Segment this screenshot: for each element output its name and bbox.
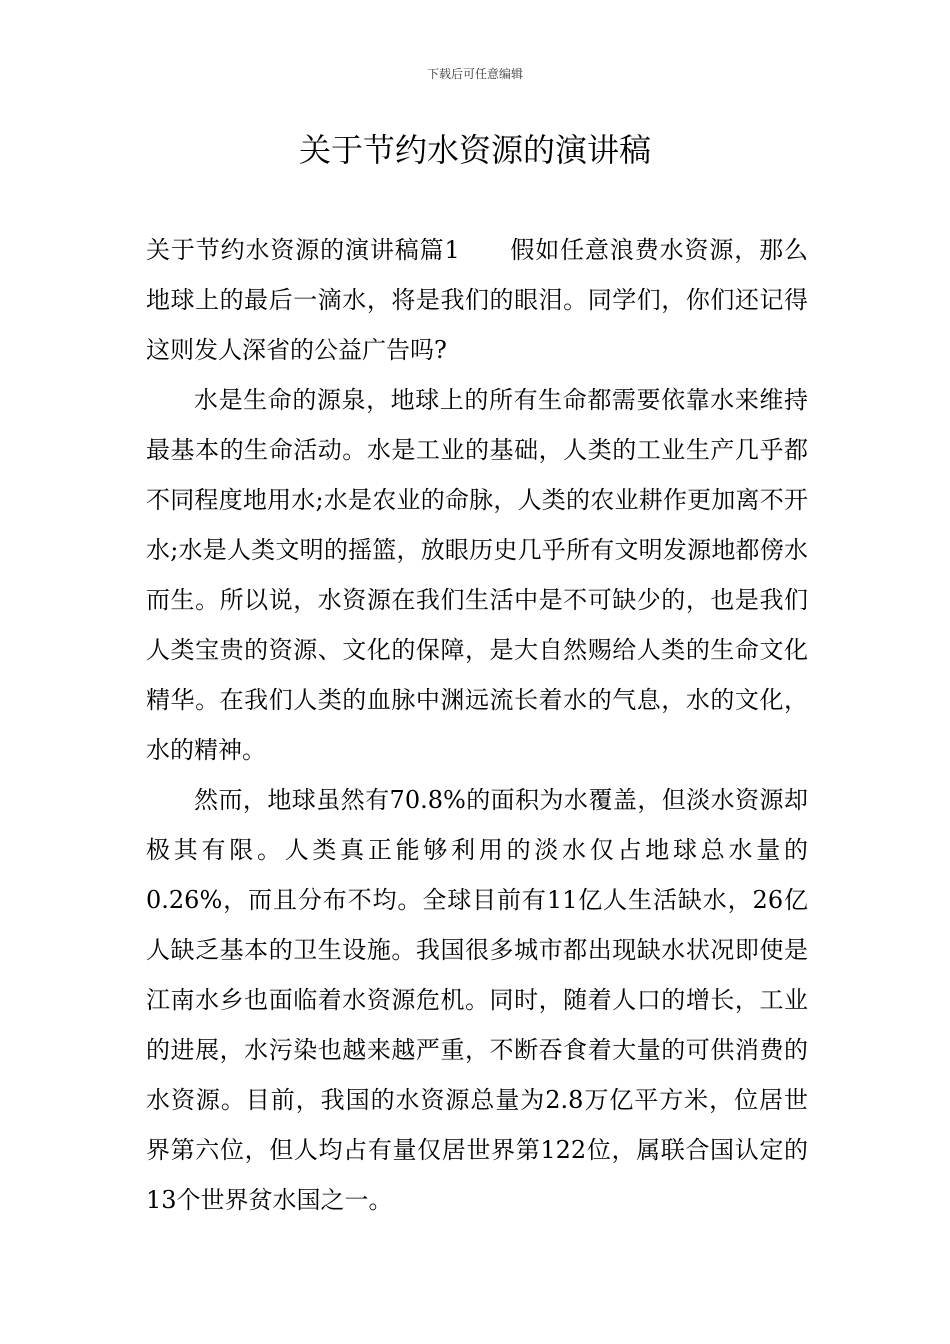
paragraph-2: 水是生命的源泉，地球上的所有生命都需要依靠水来维持最基本的生命活动。水是工业的基础，人类的工业生产几乎都不同程度地用水;水是农业的命脉，人类的农业耕作更加离不开水;水是人类文明的摇篮，放眼历史几乎所有文明发源地都傍水而生。所以说，水资源在我们生活中是不可缺少的，也是我们人类宝贵的资源、文化的保障，是大自然赐给人类的生命文化精华。在我们人类的血脉中渊远流长着水的气息，水的文化，水的精神。 <box>146 386 808 764</box>
document-body <box>146 225 808 1225</box>
paragraph-3: 然而，地球虽然有70.8%的面积为水覆盖，但淡水资源却极其有限。人类真正能够利用的淡水仅占地球总水量的0.26%，而且分布不均。全球目前有11亿人生活缺水，26亿人缺乏基本的卫生设施。我国很多城市都出现缺水状况即使是江南水乡也面临着水资源危机。同时，随着人口的增长，工业的进展，水污染也越来越严重，不断吞食着大量的可供消费的水资源。目前，我国的水资源总量为2.8万亿平方米，位居世界第六位，但人均占有量仅居世界第122位，属联合国认定的13个世界贫水国之一。 <box>146 786 808 1214</box>
paragraph-1: 关于节约水资源的演讲稿篇1 假如任意浪费水资源，那么地球上的最后一滴水，将是我们的眼泪。同学们，你们还记得这则发人深省的公益广告吗? <box>146 236 808 364</box>
document-title: 关于节约水资源的演讲稿 <box>298 131 651 169</box>
page-header-note: 下载后可任意编辑 <box>426 67 523 81</box>
